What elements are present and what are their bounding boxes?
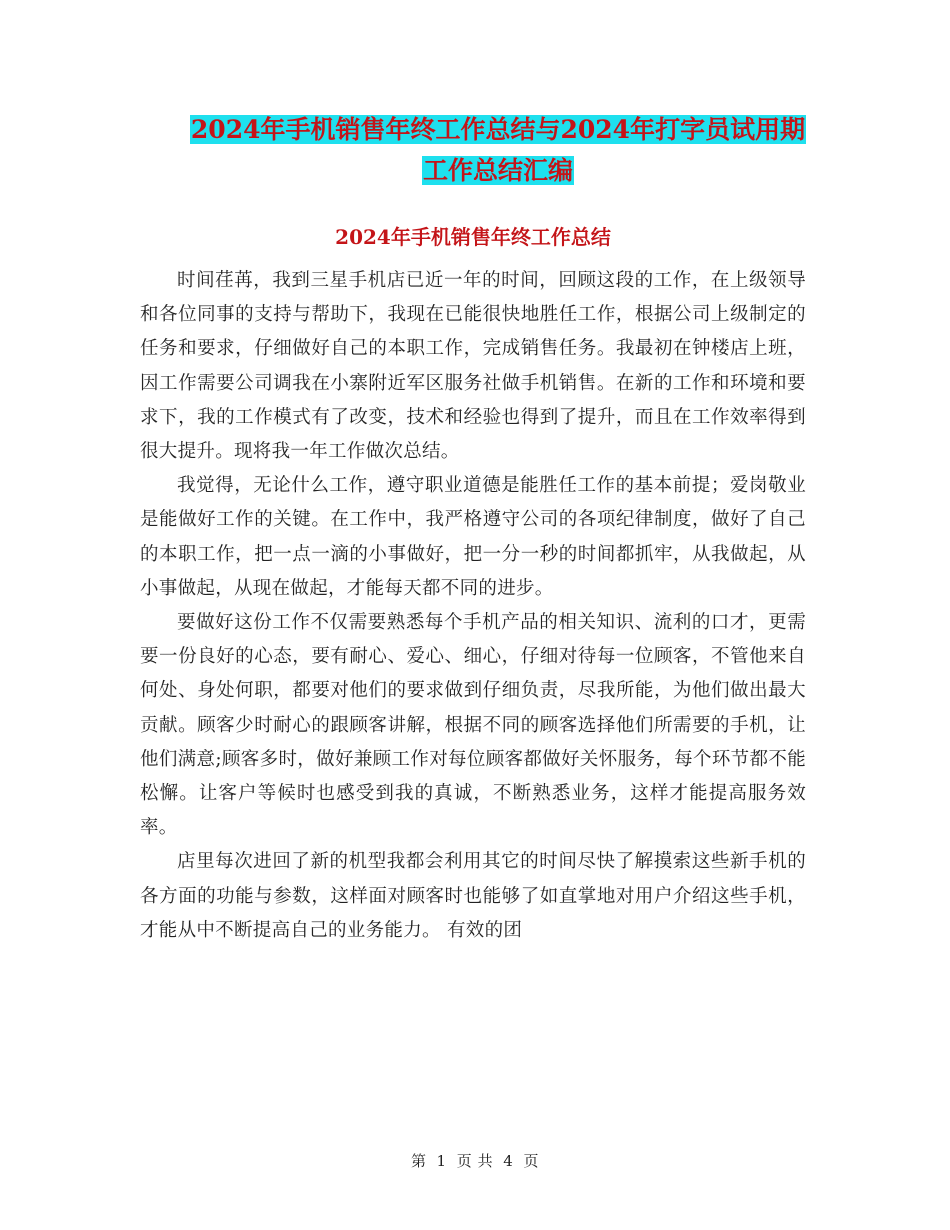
paragraph-1: 时间荏苒，我到三星手机店已近一年的时间，回顾这段的工作，在上级领导和各位同事的支持与帮助下，我现在已能很快地胜任工作，根据公司上级制定的任务和要求，仔细做好自己的本职工作，完成销售任务。我最初在钟楼店上班，因工作需要公司调我在小寨附近军区服务社做手机销售。在新的工作和环境和要求下，我的工作模式有了改变，技术和经验也得到了提升，而且在工作效率得到很大提升。现将我一年工作做次总结。 xyxy=(140,270,806,463)
document-title-line-2 xyxy=(140,151,856,191)
paragraph-2: 我觉得，无论什么工作，遵守职业道德是能胜任工作的基本前提；爱岗敬业是能做好工作的关键。在工作中，我严格遵守公司的各项纪律制度，做好了自己的本职工作，把一点一滴的小事做好，把一分一秒的时间都抓牢，从我做起，从小事做起，从现在做起，才能每天都不同的进步。 xyxy=(140,475,806,599)
paragraph-4: 店里每次进回了新的机型我都会利用其它的时间尽快了解摸索这些新手机的各方面的功能与参数，这样面对顾客时也能够了如直掌地对用户介绍这些手机，才能从中不断提高自己的业务能力。 有效的团 xyxy=(140,851,806,941)
body-text xyxy=(140,264,806,948)
footer-middle: 页 共 xyxy=(456,1152,494,1170)
paragraph-3: 要做好这份工作不仅需要熟悉每个手机产品的相关知识、流利的口才，更需要一份良好的心态，要有耐心、爱心、细心，仔细对待每一位顾客，不管他来自何处、身处何职，都要对他们的要求做到仔细负责，尽我所能，为他们做出最大贡献。顾客少时耐心的跟顾客讲解，根据不同的顾客选择他们所需要的手机，让他们满意;顾客多时，做好兼顾工作对每位顾客都做好关怀服务，每个环节都不能松懈。让客户等候时也感受到我的真诚，不断熟悉业务，这样才能提高服务效率。 xyxy=(140,612,806,839)
document-title-line-1 xyxy=(140,110,856,150)
footer-total-pages: 4 xyxy=(503,1152,514,1170)
section-title: 2024年手机销售年终工作总结 xyxy=(335,225,611,249)
title-highlight-2: 工作总结汇编 xyxy=(422,156,573,185)
footer-suffix: 页 xyxy=(523,1152,540,1170)
footer-page-number: 1 xyxy=(436,1152,447,1170)
page-footer xyxy=(0,1150,950,1171)
title-highlight-1: 2024年手机销售年终工作总结与2024年打字员试用期 xyxy=(190,115,806,144)
footer-prefix: 第 xyxy=(410,1152,427,1170)
